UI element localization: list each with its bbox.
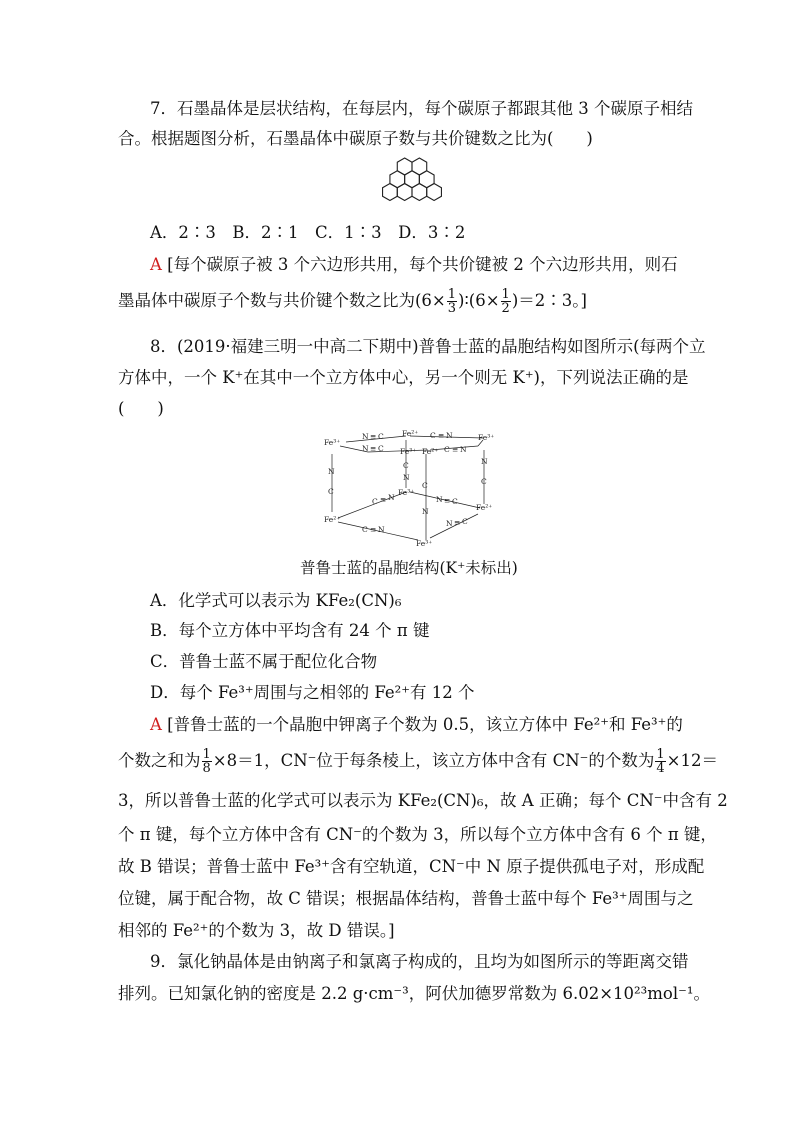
fraction-one-third — [447, 288, 457, 315]
label-fe2: Fe²⁺ — [422, 447, 439, 456]
q8-answer-line-5: 故 B 错误；普鲁士蓝中 Fe³⁺含有空轨道，CN⁻中 N 原子提供孤电子对，形成配 — [118, 857, 705, 876]
label-c: C — [430, 431, 436, 440]
q7-answer-text-2c: )＝2∶3。] — [511, 291, 587, 310]
frac-den: 8 — [202, 761, 211, 776]
label-triple: ≡ — [370, 432, 377, 441]
label-fe3: Fe³⁺ — [478, 433, 495, 442]
hexagon-ring — [427, 184, 442, 201]
q8-option-a: A．化学式可以表示为 KFe₂(CN)₆ — [150, 591, 402, 610]
q9-line-1: 9．氯化钠晶体是由钠离子和氯离子构成的，且均为如图所示的等距离交错 — [150, 952, 689, 971]
label-n: N — [481, 457, 488, 466]
frac-num: 1 — [656, 747, 665, 762]
q7-answer-text-2a: 墨晶体中碳原子个数与共价键个数之比为(6× — [118, 291, 446, 310]
q8-answer-line-3: 3，所以普鲁士蓝的化学式可以表示为 KFe₂(CN)₆，故 A 正确；每个 CN⁻中含有 2 — [118, 791, 728, 810]
label-n: N — [460, 445, 467, 454]
q8-answer-text-1: [普鲁士蓝的一个晶胞中钾离子个数为 0.5，该立方体中 Fe²⁺和 Fe³⁺的 — [167, 715, 683, 734]
label-n: N — [388, 493, 395, 502]
q8-answer-text-2c: ×12＝ — [666, 751, 718, 770]
label-triple: ≡ — [452, 445, 459, 454]
label-n: N — [328, 467, 335, 476]
frac-num: 1 — [501, 287, 510, 302]
label-fe2: Fe²⁺ — [476, 503, 493, 512]
graphite-hexagon-figure — [376, 156, 448, 212]
label-c: C — [378, 444, 384, 453]
q8-line-3: ( ) — [118, 399, 164, 418]
hexagon-ring — [412, 184, 427, 201]
q7-answer-line-1 — [150, 254, 678, 276]
q8-answer-letter: A — [150, 715, 162, 734]
label-c: C — [372, 497, 378, 506]
label-c: C — [452, 497, 458, 506]
label-c: C — [328, 487, 334, 496]
fraction-one-eighth — [202, 748, 212, 775]
q8-option-b: B．每个立方体中平均含有 24 个 π 键 — [150, 621, 430, 640]
label-fe3: Fe³⁺ — [398, 488, 415, 497]
label-c: C — [462, 517, 468, 526]
label-n: N — [436, 495, 443, 504]
q9-line-2: 排列。已知氯化钠的密度是 2.2 g·cm⁻³，阿伏加德罗常数为 6.02×10²³mol⁻¹。 — [118, 984, 710, 1003]
q8-option-c: C．普鲁士蓝不属于配位化合物 — [150, 652, 378, 671]
label-fe2: Fe²⁺ — [402, 429, 419, 438]
hexagon-ring — [397, 184, 412, 201]
q7-answer-text-2b: )∶(6× — [458, 291, 500, 310]
label-n: N — [362, 444, 369, 453]
label-c: C — [403, 461, 409, 470]
label-n: N — [446, 519, 453, 528]
frac-den: 3 — [447, 301, 457, 316]
q8-answer-line-2 — [118, 748, 718, 775]
q8-line-2: 方体中，一个 K⁺在其中一个立方体中心，另一个则无 K⁺)，下列说法正确的是 — [118, 368, 689, 387]
label-c: C — [378, 432, 384, 441]
label-triple: ≡ — [438, 431, 445, 440]
frac-num: 1 — [202, 747, 211, 762]
q8-option-d: D．每个 Fe³⁺周围与之相邻的 Fe²⁺有 12 个 — [150, 683, 475, 702]
q7-answer-text-1: [每个碳原子被 3 个六边形共用，每个共价键被 2 个六边形共用，则石 — [167, 255, 678, 274]
label-n: N — [378, 525, 385, 534]
label-triple: ≡ — [444, 496, 451, 505]
fraction-one-quarter — [655, 748, 665, 775]
label-fe3: Fe³⁺ — [416, 539, 433, 548]
label-n: N — [362, 432, 369, 441]
frac-num: 1 — [447, 287, 457, 302]
hexagon-ring — [383, 184, 398, 201]
label-c: C — [444, 445, 450, 454]
label-fe3: Fe³⁺ — [400, 447, 417, 456]
q8-line-1: 8．(2019·福建三明一中高二下期中)普鲁士蓝的晶胞结构如图所示(每两个立 — [150, 337, 706, 356]
q8-answer-text-2b: ×8＝1，CN⁻位于每条棱上，该立方体中含有 CN⁻的个数为 — [212, 751, 655, 770]
q7-line-1: 7．石墨晶体是层状结构，在每层内，每个碳原子都跟其他 3 个碳原子相结 — [150, 99, 693, 118]
q8-answer-line-4: 个 π 键，每个立方体中含有 CN⁻的个数为 3，所以每个立方体中含有 6 个 π 键， — [118, 825, 717, 844]
label-n: N — [403, 473, 410, 482]
q8-answer-text-2a: 个数之和为 — [118, 751, 201, 770]
q7-answer-letter: A — [150, 255, 162, 274]
label-triple: ≡ — [370, 444, 377, 453]
figure-caption: 普鲁士蓝的晶胞结构(K⁺未标出) — [300, 559, 518, 577]
q7-answer-line-2 — [118, 288, 587, 315]
label-c: C — [362, 525, 368, 534]
frac-den: 2 — [501, 301, 510, 316]
fraction-one-half — [501, 288, 511, 315]
q7-options: A．2∶3 B．2∶1 C．1∶3 D．3∶2 — [150, 223, 466, 242]
label-c: C — [422, 481, 428, 490]
label-n: N — [446, 431, 453, 440]
prussian-blue-cell-figure — [318, 424, 508, 548]
q8-answer-line-6: 位键，属于配合物，故 C 错误；根据晶体结构，普鲁士蓝中每个 Fe³⁺周围与之 — [118, 889, 694, 908]
q8-answer-line-7: 相邻的 Fe²⁺的个数为 3，故 D 错误。] — [118, 921, 395, 940]
label-triple: ≡ — [454, 518, 461, 527]
label-fe2: Fe²⁺ — [324, 515, 341, 524]
label-triple: ≡ — [380, 495, 387, 504]
label-fe3: Fe³⁺ — [324, 438, 341, 447]
label-triple: ≡ — [370, 525, 377, 534]
q8-answer-line-1 — [150, 714, 683, 736]
label-n: N — [422, 507, 429, 516]
frac-den: 4 — [656, 761, 665, 776]
q7-line-2: 合。根据题图分析，石墨晶体中碳原子数与共价键数之比为( ) — [118, 129, 593, 148]
label-c: C — [481, 477, 487, 486]
